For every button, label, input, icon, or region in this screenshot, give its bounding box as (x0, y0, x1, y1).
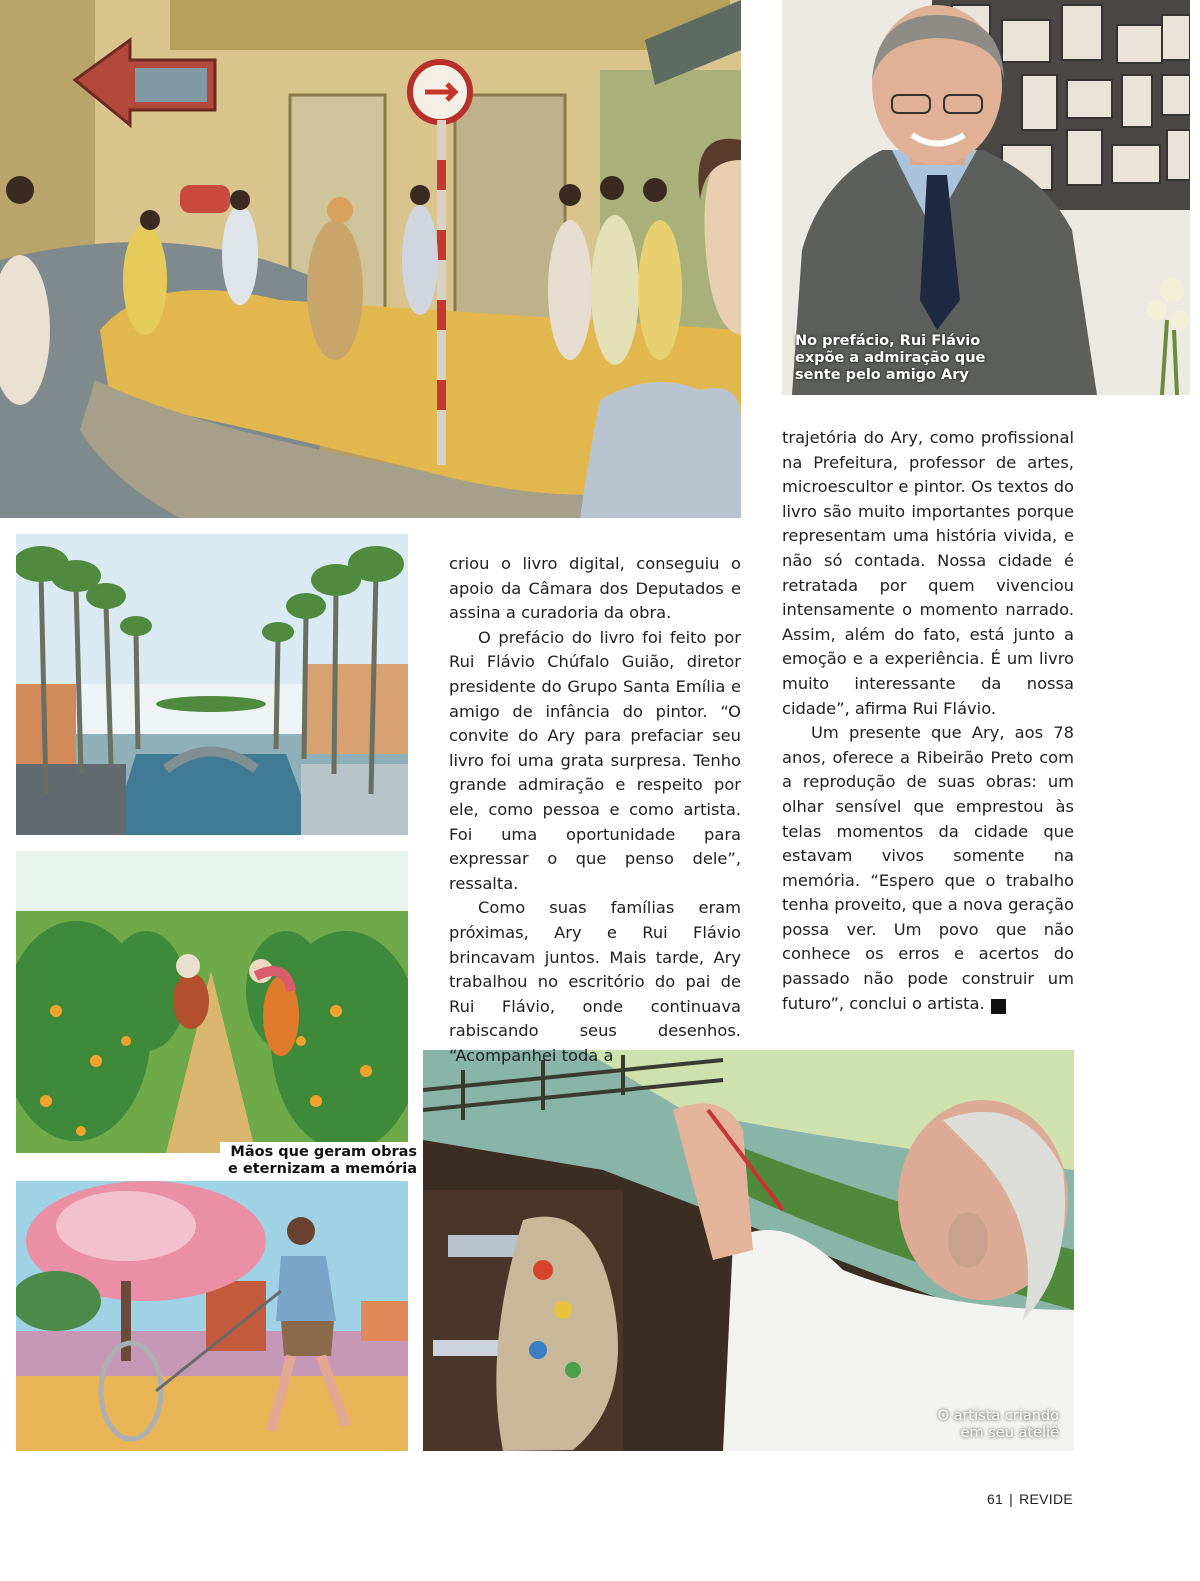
hands-caption (220, 1142, 423, 1180)
caption-line: expõe a admiração que (795, 350, 986, 366)
artist-at-work-photo (423, 1050, 1074, 1451)
caption-line: No prefácio, Rui Flávio (795, 333, 981, 349)
caption-line: sente pelo amigo Ary (795, 367, 969, 383)
end-of-article-mark: r (991, 999, 1006, 1014)
paragraph: O prefácio do livro foi feito por Rui Flávio Chúfalo Guião, diretor presidente do Grupo Santa Emília e amigo de infância do pintor. “O convite do Ary para prefaciar seu livro foi uma grata surpresa. Tenho grande admiração e respeito por ele, como pessoa e como artista. Foi uma oportunidade para expressar o que penso dele”, ressalta. (449, 627, 741, 893)
folio-separator: | (1009, 1491, 1014, 1507)
magazine-name: REVIDE (1019, 1491, 1073, 1507)
paragraph: criou o livro digital, conseguiu o apoio da Câmara dos Deputados e assina a curadoria da obra. (449, 554, 741, 623)
caption-line: Mãos que geram obras (230, 1144, 418, 1160)
artist-caption (938, 1408, 1059, 1442)
paragraph (782, 721, 1074, 1016)
boy-with-hoop-painting (16, 1181, 408, 1451)
caption-line: O artista criando (937, 1408, 1059, 1424)
portrait-caption (795, 333, 985, 384)
article-column-middle (449, 552, 741, 1068)
article-column-right (782, 426, 1074, 1016)
caption-line: em seu ateliê (960, 1425, 1059, 1441)
page-folio (987, 1491, 1073, 1507)
paragraph-text: Um presente que Ary, aos 78 anos, oferece a Ribeirão Preto com a reprodução de suas obras: um olhar sensível que emprestou às telas momentos da cidade que estavam vivos somente na memória. “Espero que o trabalho tenha proveito, que a nova geração possa ver. Um povo que não conhece os erros e acertos do passado não pode construir um futuro”, conclui o artista. (782, 723, 1074, 1013)
page-number: 61 (986, 1491, 1004, 1507)
orange-grove-painting (16, 851, 408, 1153)
paragraph: Como suas famílias eram próximas, Ary e Rui Flávio brincavam juntos. Mais tarde, Ary trabalhou no escritório do pai de Rui Flávio, onde continuava rabiscando seus desenhos. “Acompanhei toda a (449, 898, 741, 1065)
caption-line: e eternizam a memória (228, 1161, 418, 1177)
canal-palm-painting (16, 534, 408, 835)
paragraph: trajetória do Ary, como profissional na Prefeitura, professor de artes, microescultor e pintor. Os textos do livro são muito importantes porque representam uma história vivida, e não só contada. Nossa cidade é retratada por quem vivenciou intensamente o momento narrado. Assim, além do fato, está junto a emoção e a experiência. É um livro muito interessante da nossa cidade”, afirma Rui Flávio. (782, 428, 1074, 718)
street-scene-painting (0, 0, 741, 518)
